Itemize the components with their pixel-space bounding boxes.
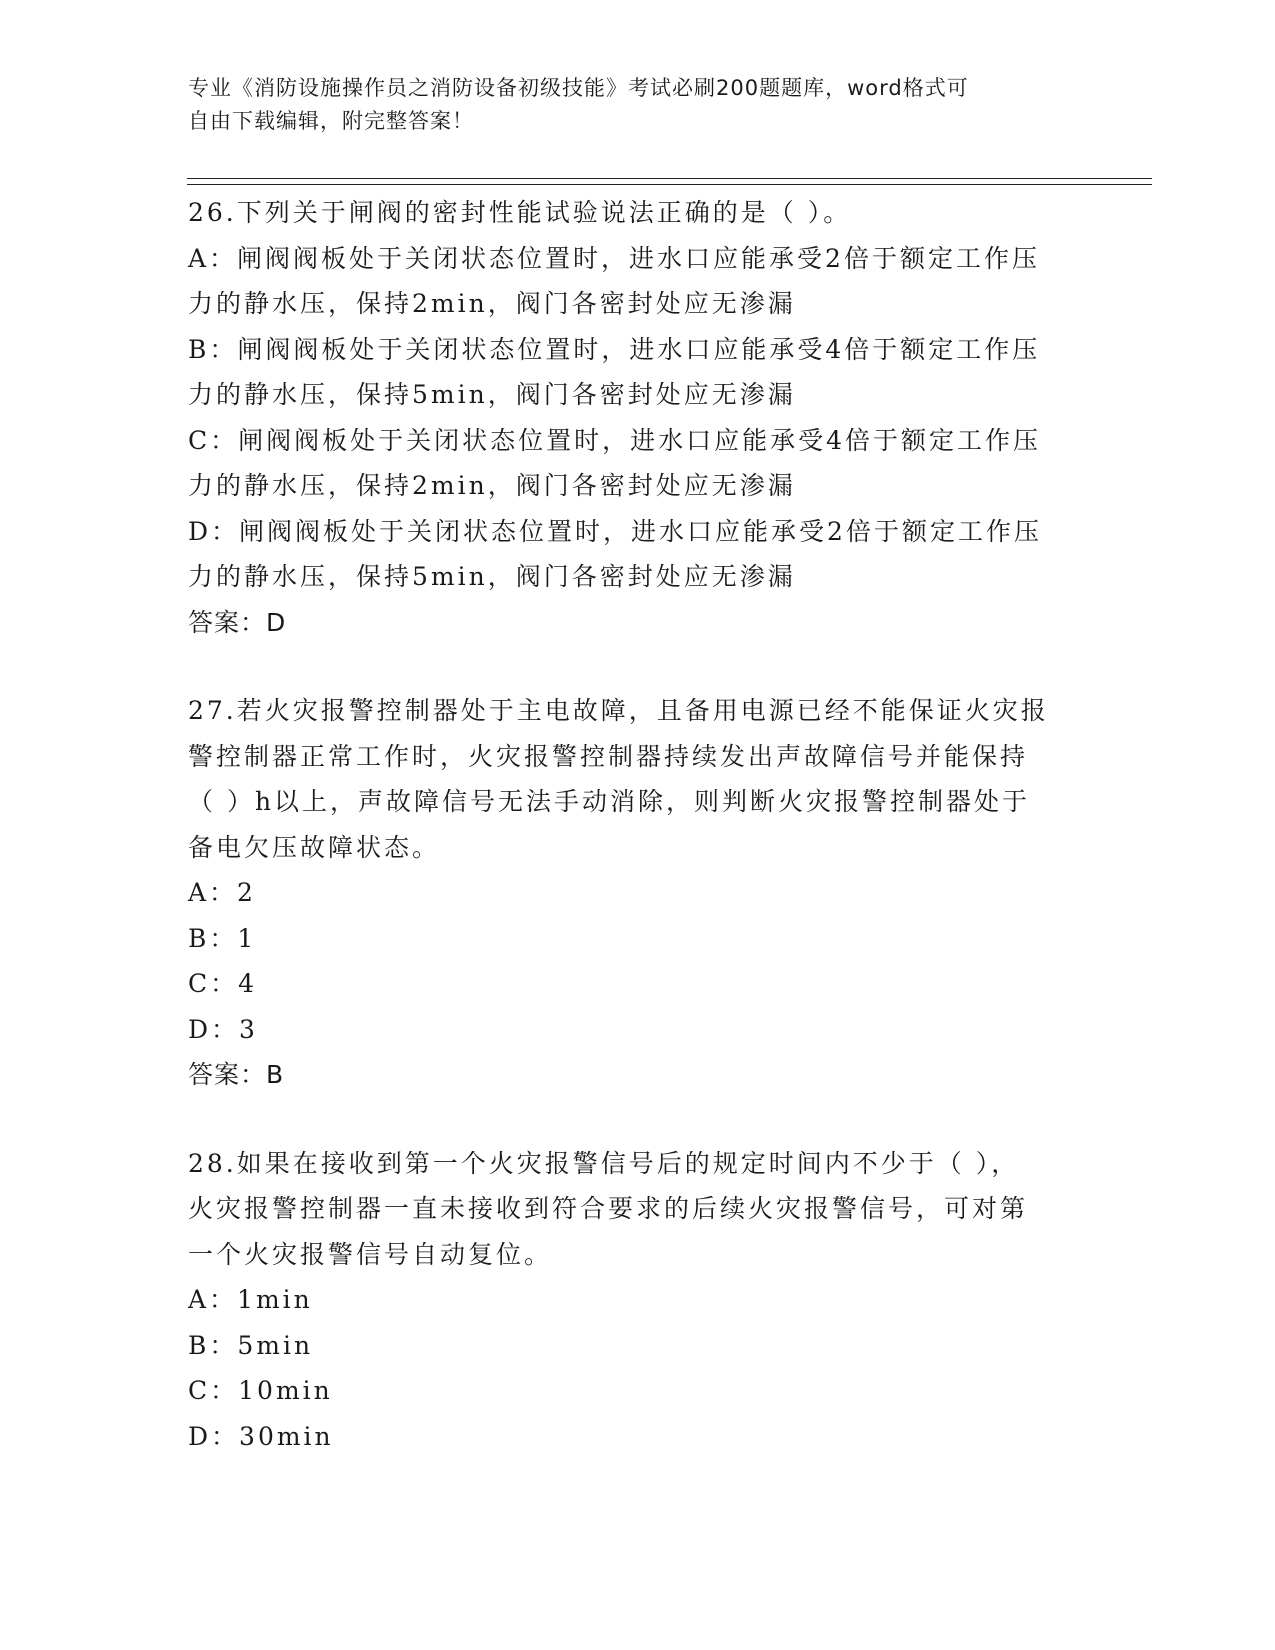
question-28 (188, 1141, 1088, 1460)
document-header (188, 72, 1088, 138)
option-a: A：闸阀阀板处于关闭状态位置时，进水口应能承受2倍于额定工作压 (188, 243, 1040, 273)
header-line-1: 专业《消防设施操作员之消防设备初级技能》考试必刷200题题库，word格式可 (188, 76, 969, 100)
option-b-continued: 力的静水压，保持5min，阀门各密封处应无渗漏 (188, 380, 796, 409)
question-list (188, 190, 1088, 1502)
question-stem-line-1: 28.如果在接收到第一个火灾报警信号后的规定时间内不少于（ ）， (188, 1148, 1020, 1178)
question-26 (188, 190, 1088, 645)
option-b: B：1 (188, 923, 257, 953)
option-a: A：2 (188, 878, 256, 907)
option-d-continued: 力的静水压，保持5min，阀门各密封处应无渗漏 (188, 562, 796, 591)
question-stem-line-4: 备电欠压故障状态。 (188, 832, 441, 862)
option-d: D：30min (188, 1421, 334, 1451)
option-d: D：3 (188, 1014, 258, 1044)
answer-label: 答案：B (188, 1060, 285, 1089)
option-d: D：闸阀阀板处于关闭状态位置时，进水口应能承受2倍于额定工作压 (188, 516, 1042, 546)
answer-label: 答案：D (188, 607, 287, 637)
option-a-continued: 力的静水压，保持2min，阀门各密封处应无渗漏 (188, 289, 796, 318)
question-stem-line-3: 一个火灾报警信号自动复位。 (188, 1239, 553, 1269)
option-a: A：1min (188, 1285, 313, 1314)
question-27 (188, 688, 1088, 1098)
question-stem-line-2: 火灾报警控制器一直未接收到符合要求的后续火灾报警信号，可对第 (188, 1194, 1029, 1223)
question-stem-line-3: （ ）h以上，声故障信号无法手动消除，则判断火灾报警控制器处于 (188, 787, 1031, 816)
question-stem-line-2: 警控制器正常工作时，火灾报警控制器持续发出声故障信号并能保持 (188, 741, 1029, 771)
option-b: B：5min (188, 1330, 314, 1360)
question-stem-line-1: 27.若火灾报警控制器处于主电故障，且备用电源已经不能保证火灾报 (188, 696, 1049, 725)
header-divider-top (187, 178, 1152, 179)
option-c-continued: 力的静水压，保持2min，阀门各密封处应无渗漏 (188, 471, 796, 500)
option-c: C：10min (188, 1376, 333, 1405)
header-divider-bottom (187, 184, 1152, 185)
header-line-2: 自由下载编辑，附完整答案！ (188, 109, 474, 133)
question-stem: 26.下列关于闸阀的密封性能试验说法正确的是（ ）。 (188, 198, 852, 227)
option-c: C：闸阀阀板处于关闭状态位置时，进水口应能承受4倍于额定工作压 (188, 425, 1042, 455)
option-c: C：4 (188, 969, 258, 998)
option-b: B：闸阀阀板处于关闭状态位置时，进水口应能承受4倍于额定工作压 (188, 334, 1041, 364)
